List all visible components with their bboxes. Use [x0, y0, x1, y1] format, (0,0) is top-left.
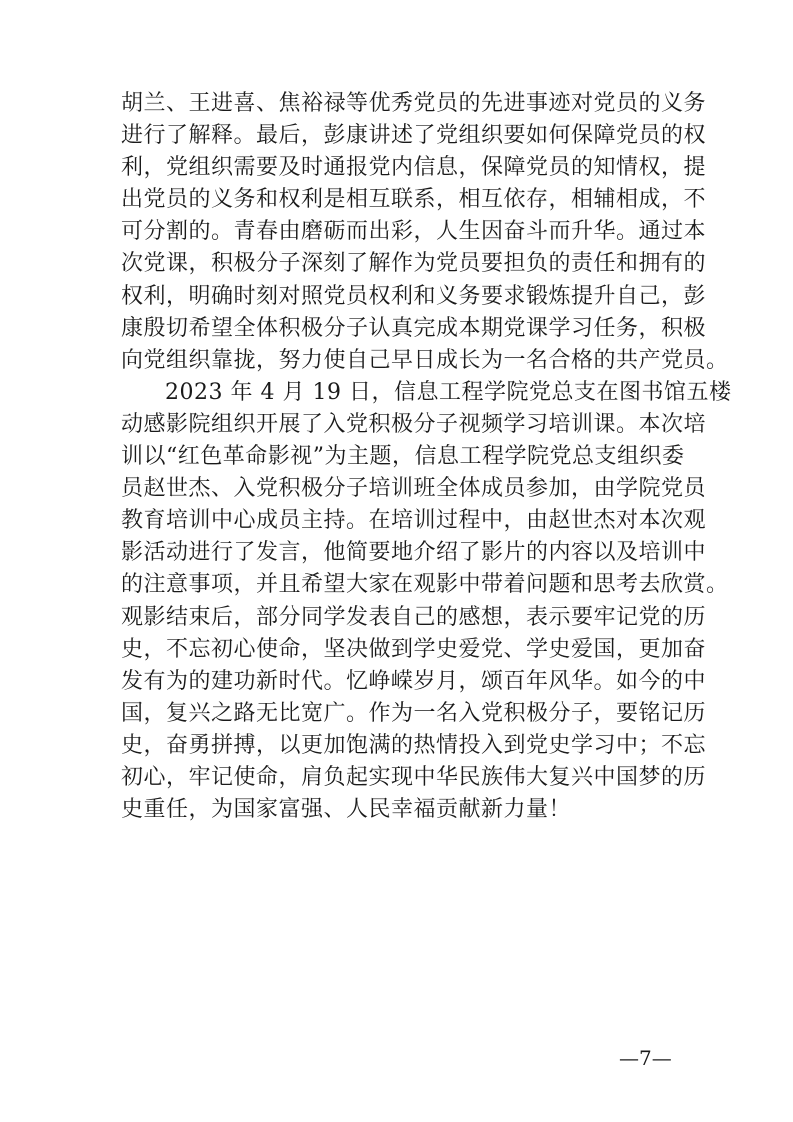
- document-body: [121, 88, 732, 826]
- text-line: 进行了解释。最后，彭康讲述了党组织要如何保障党员的权: [121, 123, 707, 149]
- paragraph-2: [121, 377, 732, 826]
- text-line: 史重任，为国家富强、人民幸福贡献新力量！: [121, 797, 572, 823]
- text-line: 向党组织靠拢，努力使自己早日成长为一名合格的共产党员。: [121, 347, 729, 373]
- text-line: 胡兰、王进喜、焦裕禄等优秀党员的先进事迹对党员的义务: [121, 91, 707, 116]
- page-number: —7—: [619, 1046, 672, 1070]
- text-line: 发有为的建功新时代。忆峥嵘岁月，颂百年风华。如今的中: [121, 668, 707, 694]
- text-line: 观影结束后，部分同学发表自己的感想，表示要牢记党的历: [121, 604, 707, 630]
- text-line: 影活动进行了发言，他简要地介绍了影片的内容以及培训中: [121, 540, 707, 566]
- text-line: 国，复兴之路无比宽广。作为一名入党积极分子，要铭记历: [121, 700, 707, 726]
- text-line: 史，奋勇拼搏，以更加饱满的热情投入到党史学习中；不忘: [121, 732, 707, 758]
- text-line: 训以“红色革命影视”为主题，信息工程学院党总支组织委: [121, 444, 685, 470]
- text-line: 2023 年 4 月 19 日，信息工程学院党总支在图书馆五楼: [165, 379, 732, 405]
- text-line: 史，不忘初心使命，坚决做到学史爱党、学史爱国，更加奋: [121, 636, 707, 662]
- paragraph-1: [121, 88, 729, 377]
- text-line: 初心，牢记使命，肩负起实现中华民族伟大复兴中国梦的历: [121, 764, 707, 790]
- text-line: 权利，明确时刻对照党员权利和义务要求锻炼提升自己，彭: [121, 283, 707, 309]
- text-line: 的注意事项，并且希望大家在观影中带着问题和思考去欣赏。: [121, 572, 729, 598]
- text-line: 可分割的。青春由磨砺而出彩，人生因奋斗而升华。通过本: [121, 219, 707, 245]
- text-line: 动感影院组织开展了入党积极分子视频学习培训课。本次培: [121, 411, 707, 437]
- text-line: 康殷切希望全体积极分子认真完成本期党课学习任务，积极: [121, 315, 707, 341]
- text-line: 利，党组织需要及时通报党内信息，保障党员的知情权，提: [121, 155, 707, 181]
- text-line: 次党课，积极分子深刻了解作为党员要担负的责任和拥有的: [121, 251, 707, 277]
- text-line: 员赵世杰、入党积极分子培训班全体成员参加，由学院党员: [121, 476, 707, 502]
- text-line: 出党员的义务和权利是相互联系，相互依存，相辅相成，不: [121, 187, 707, 213]
- text-line: 教育培训中心成员主持。在培训过程中，由赵世杰对本次观: [121, 508, 707, 534]
